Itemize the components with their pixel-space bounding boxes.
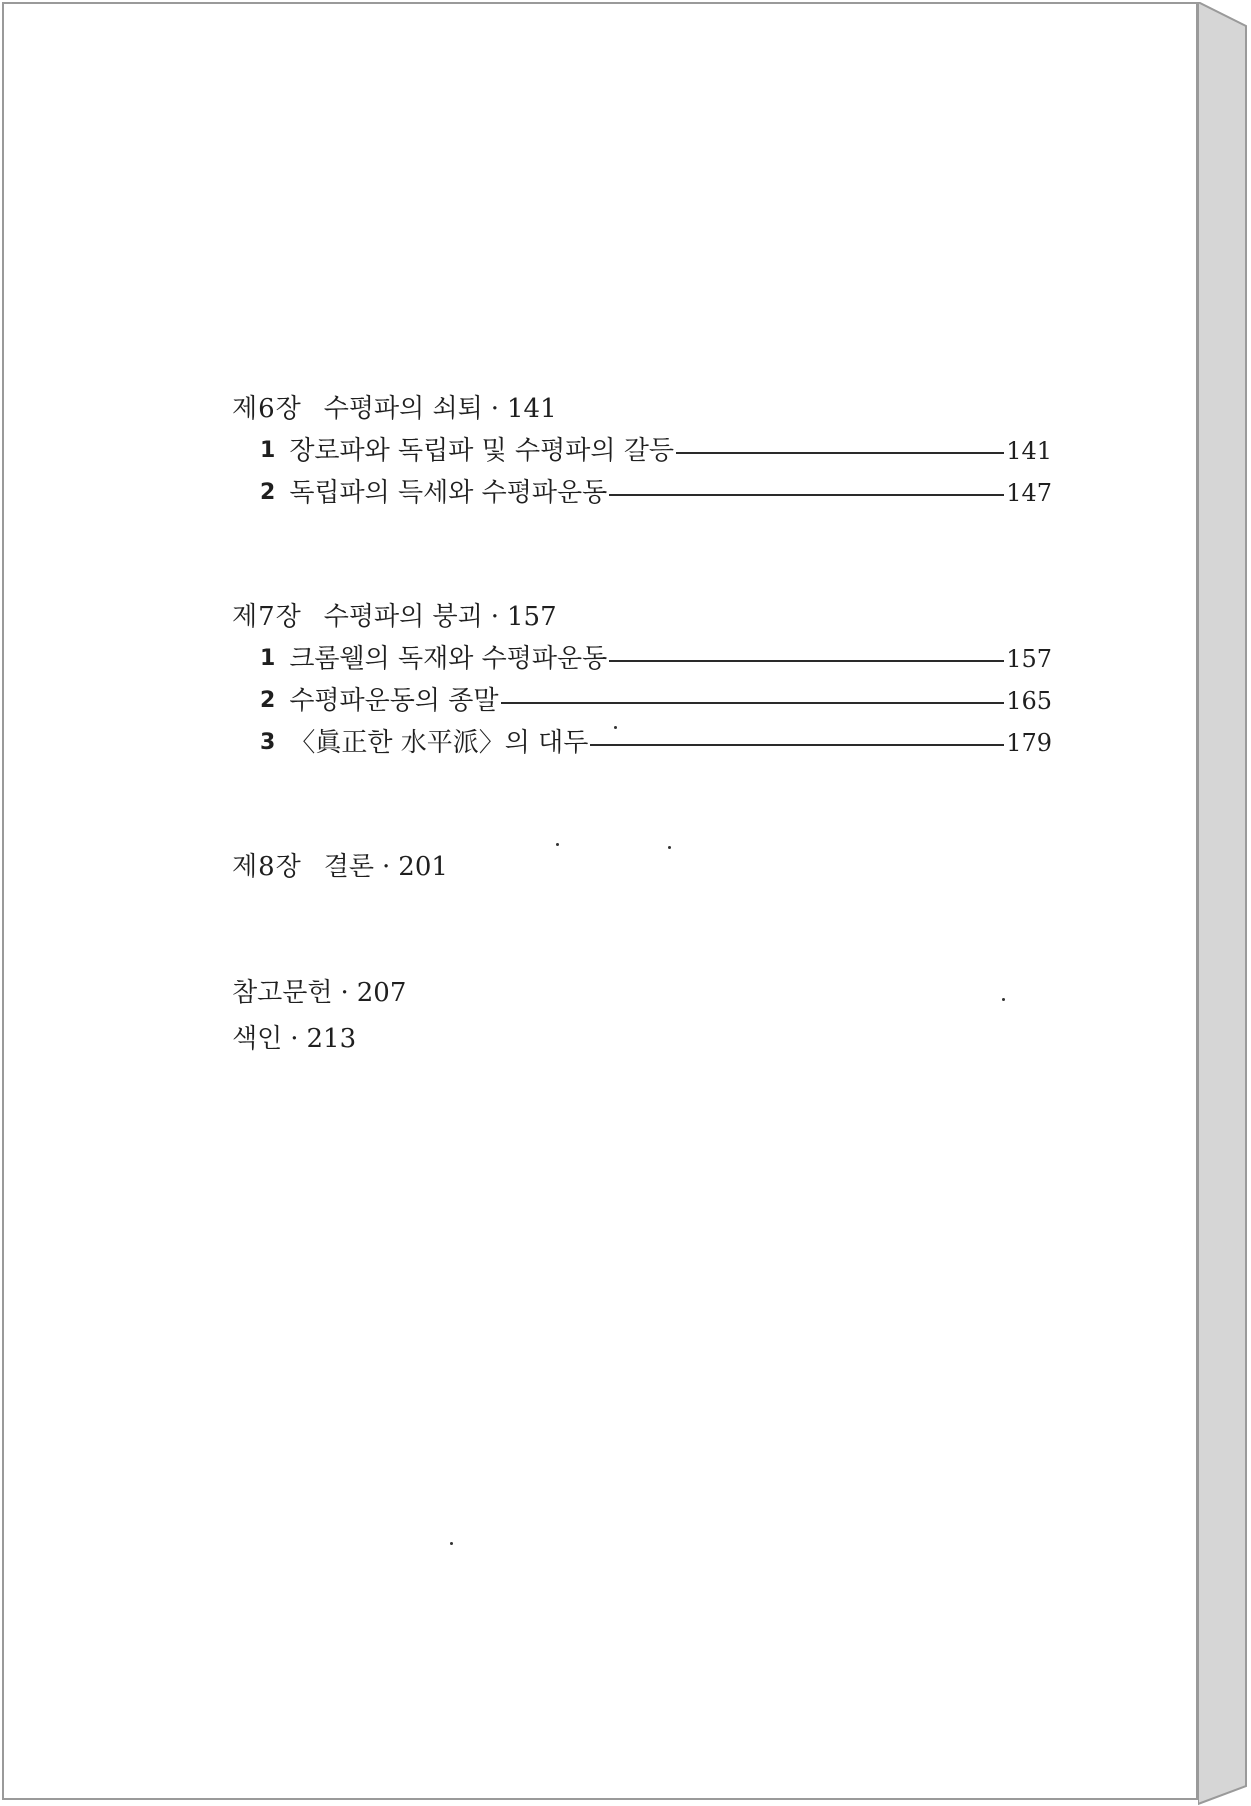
scan-speck [668, 846, 671, 849]
chapter-label: 제6장 [232, 394, 302, 424]
section-page-number: 147 [1006, 479, 1052, 507]
section-number: 2 [260, 480, 276, 505]
section-number: 1 [260, 438, 276, 463]
section-page-number: 165 [1006, 687, 1052, 715]
chapter-heading-8[interactable] [232, 846, 1052, 888]
table-of-contents [232, 388, 1052, 1062]
chapter-label: 제8장 [232, 852, 302, 882]
section-page-number: 179 [1006, 729, 1052, 757]
chapter-heading-6[interactable] [232, 388, 1052, 430]
section-title: 〈眞正한 水平派〉의 대두 [289, 728, 589, 758]
toc-entry[interactable] [232, 722, 1052, 764]
toc-entry[interactable] [232, 430, 1052, 472]
dot-leader [590, 744, 1004, 746]
separator-dot: · [382, 852, 391, 882]
toc-entry[interactable] [232, 680, 1052, 722]
section-title: 수평파운동의 종말 [289, 686, 499, 716]
spacer [232, 514, 1052, 596]
backmatter-references[interactable] [232, 970, 1052, 1016]
toc-entry[interactable] [232, 638, 1052, 680]
chapter-title: 수평파의 붕괴 [323, 602, 483, 632]
scan-speck [450, 1542, 453, 1545]
section-page-number: 141 [1006, 437, 1052, 465]
spacer [232, 888, 1052, 970]
backmatter-index[interactable] [232, 1016, 1052, 1062]
backmatter-page-number: 213 [306, 1024, 357, 1054]
chapter-title: 결론 [323, 852, 375, 882]
separator-dot: · [290, 1024, 299, 1054]
chapter-label: 제7장 [232, 602, 302, 632]
chapter-page-number: 201 [398, 852, 448, 882]
dot-leader [501, 702, 1005, 704]
dot-leader [609, 660, 1004, 662]
toc-entry[interactable] [232, 472, 1052, 514]
scan-speck [614, 726, 617, 729]
dot-leader [609, 494, 1004, 496]
backmatter-title: 참고문헌 [232, 978, 333, 1008]
section-page-number: 157 [1006, 645, 1052, 673]
chapter-page-number: 141 [507, 394, 557, 424]
backmatter-title: 색인 [232, 1024, 283, 1054]
chapter-page-number: 157 [507, 602, 557, 632]
chapter-title: 수평파의 쇠퇴 [323, 394, 483, 424]
section-number: 1 [260, 646, 276, 671]
section-title: 장로파와 독립파 및 수평파의 갈등 [289, 436, 674, 466]
backmatter-page-number: 207 [356, 978, 407, 1008]
section-number: 2 [260, 688, 276, 713]
section-title: 독립파의 득세와 수평파운동 [289, 478, 608, 508]
separator-dot: · [490, 394, 500, 424]
scan-speck [556, 843, 559, 846]
chapter-heading-7[interactable] [232, 596, 1052, 638]
section-number: 3 [260, 730, 276, 755]
separator-dot: · [490, 602, 500, 632]
dot-leader [676, 452, 1004, 454]
spacer [232, 764, 1052, 846]
scan-speck [1002, 998, 1005, 1001]
separator-dot: · [340, 978, 349, 1008]
section-title: 크롬웰의 독재와 수평파운동 [289, 644, 608, 674]
